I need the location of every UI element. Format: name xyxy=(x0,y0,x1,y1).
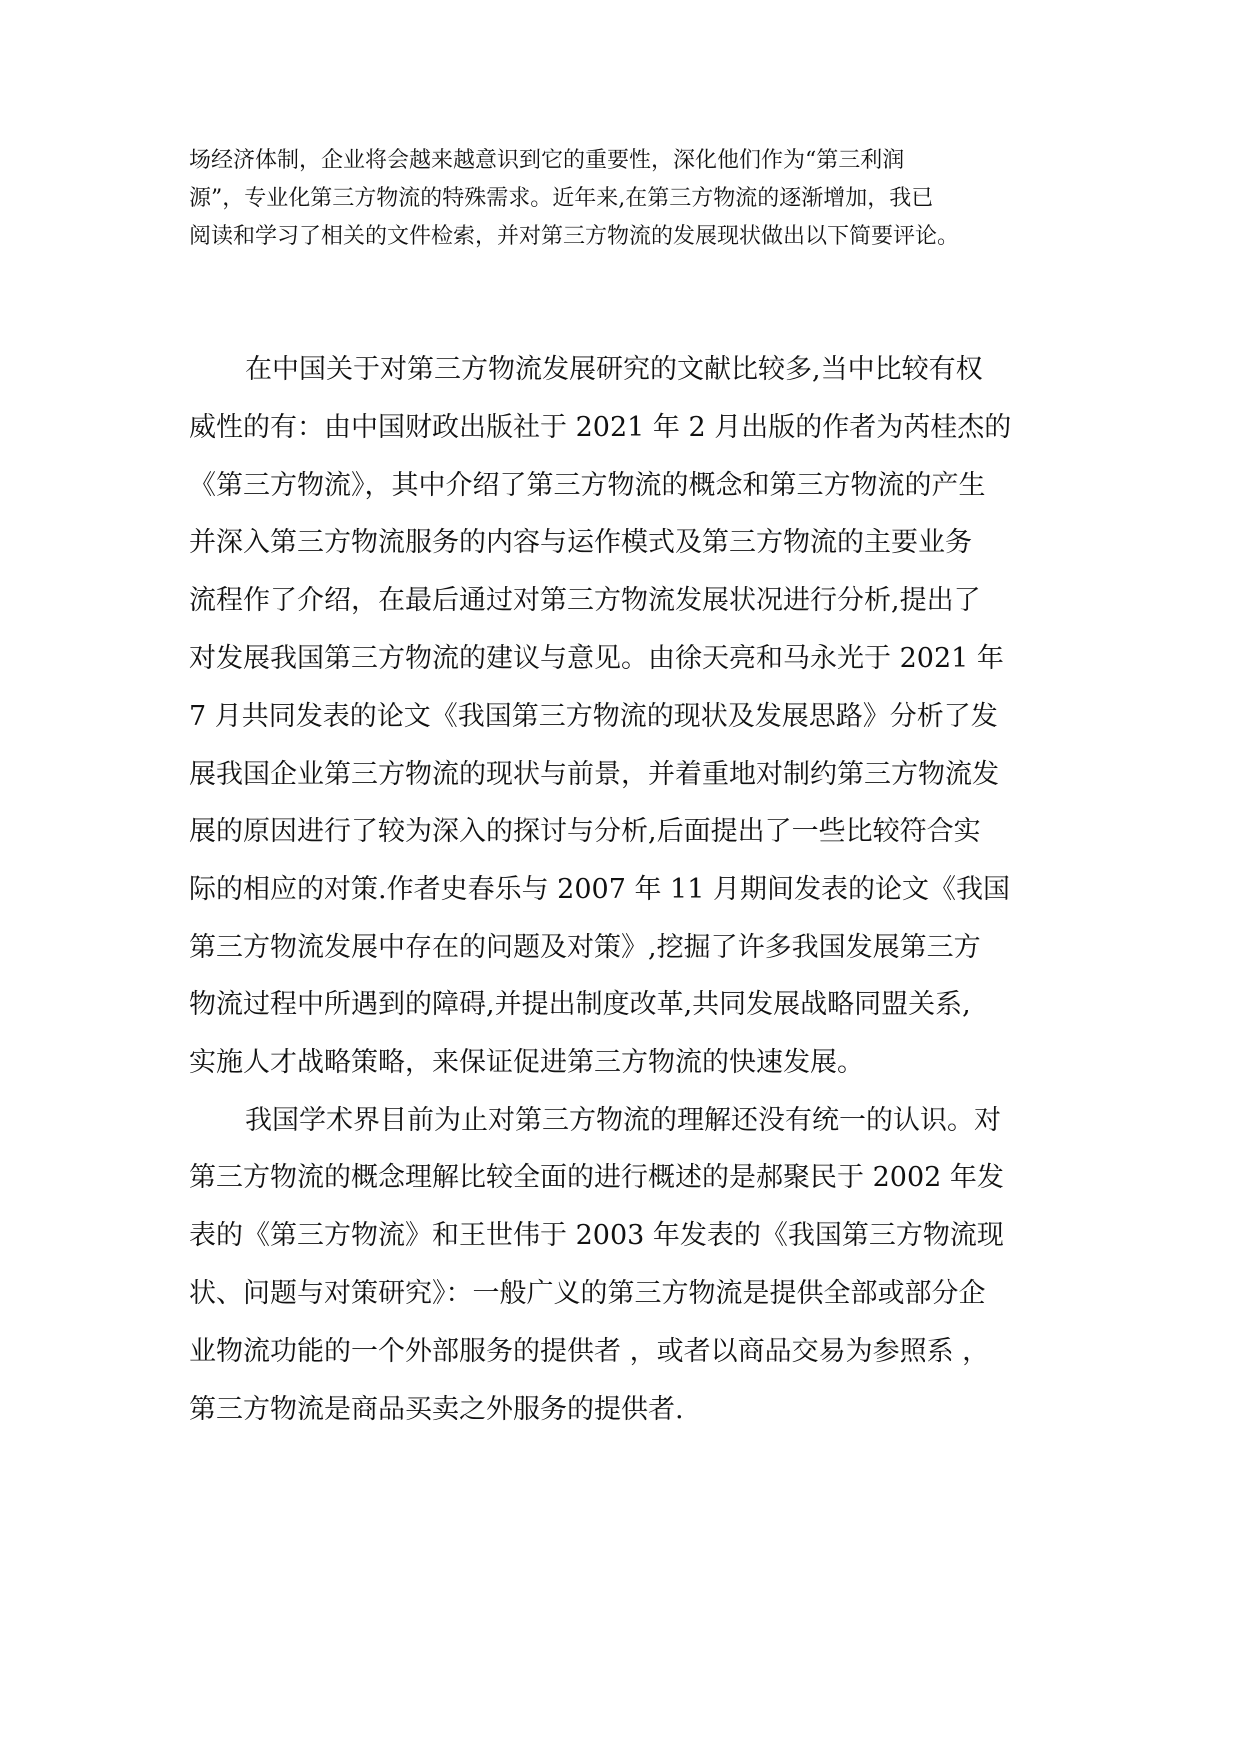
text-line: 展我国企业第三方物流的现状与前景，并着重地对制约第三方物流发 xyxy=(189,759,999,790)
text-line: 《第三方物流》，其中介绍了第三方物流的概念和第三方物流的产生 xyxy=(189,470,986,501)
text-line: 第三方物流的概念理解比较全面的进行概述的是郝聚民于 2002 年发 xyxy=(189,1162,1004,1193)
text-line: 在中国关于对第三方物流发展研究的文献比较多,当中比较有权 xyxy=(245,354,983,385)
text-line: 流程作了介绍，在最后通过对第三方物流发展状况进行分析,提出了 xyxy=(189,585,981,616)
text-line: 表的《第三方物流》和王世伟于 2003 年发表的《我国第三方物流现 xyxy=(189,1220,1004,1251)
text-line: 对发展我国第三方物流的建议与意见。由徐天亮和马永光于 2021 年 xyxy=(189,643,1004,674)
text-line: 展的原因进行了较为深入的探讨与分析,后面提出了一些比较符合实 xyxy=(189,816,981,847)
text-line: 我国学术界目前为止对第三方物流的理解还没有统一的认识。对 xyxy=(245,1105,1001,1136)
text-line: 7 月共同发表的论文《我国第三方物流的现状及发展思路》分析了发 xyxy=(189,701,998,732)
text-line: 威性的有：由中国财政出版社于 2021 年 2 月出版的作者为芮桂杰的 xyxy=(189,412,1012,443)
text-line: 状、问题与对策研究》：一般广义的第三方物流是提供全部或部分企 xyxy=(189,1278,986,1309)
text-line: 第三方物流是商品买卖之外服务的提供者. xyxy=(189,1394,684,1425)
text-line: 业物流功能的一个外部服务的提供者 ，或者以商品交易为参照系 ， xyxy=(189,1336,990,1367)
text-line: 实施人才战略策略，来保证促进第三方物流的快速发展。 xyxy=(189,1047,864,1078)
text-line: 场经济体制，企业将会越来越意识到它的重要性，深化他们作为“第三利润 xyxy=(189,148,905,173)
text-line: 阅读和学习了相关的文件检索，并对第三方物流的发展现状做出以下简要评论。 xyxy=(189,224,960,249)
text-line: 并深入第三方物流服务的内容与运作模式及第三方物流的主要业务 xyxy=(189,527,972,558)
text-line: 际的相应的对策.作者史春乐与 2007 年 11 月期间发表的论文《我国 xyxy=(189,874,1010,905)
text-line: 第三方物流发展中存在的问题及对策》,挖掘了许多我国发展第三方 xyxy=(189,932,981,963)
text-line: 源”，专业化第三方物流的特殊需求。近年来,在第三方物流的逐渐增加，我已 xyxy=(189,186,934,211)
text-line: 物流过程中所遇到的障碍,并提出制度改革,共同发展战略同盟关系, xyxy=(189,989,971,1020)
